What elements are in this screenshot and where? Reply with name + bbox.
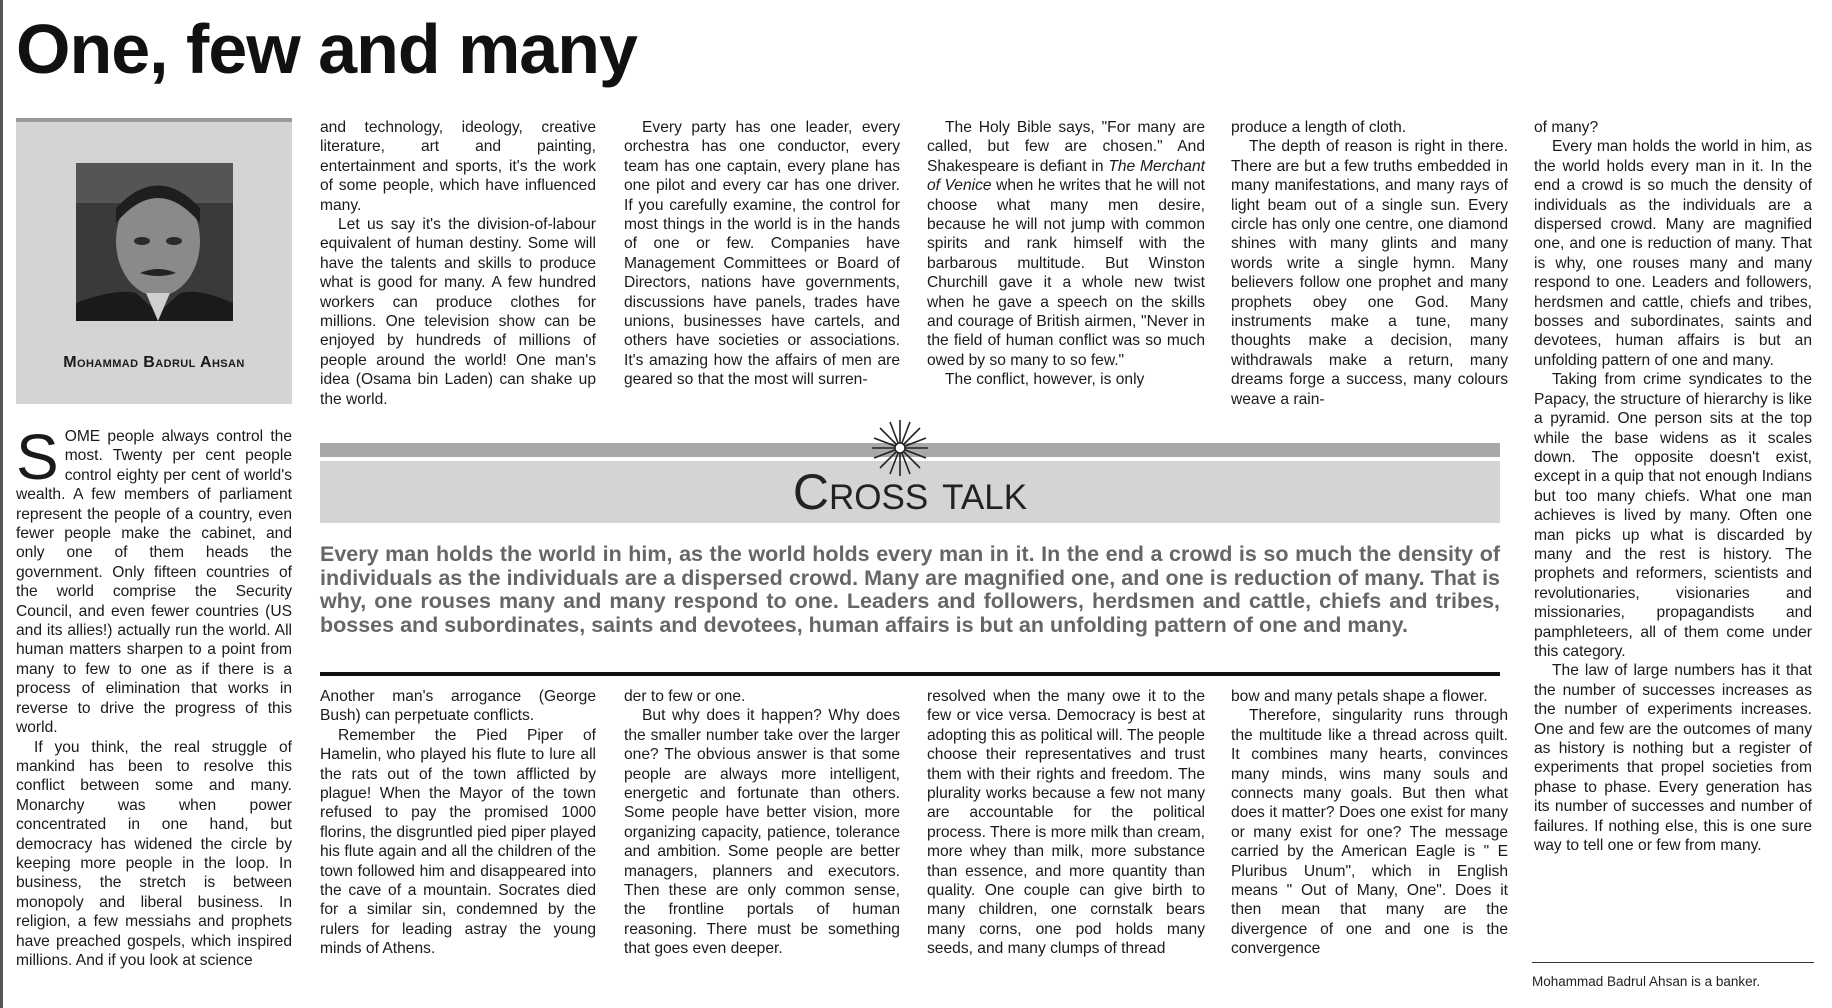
col2-top-para-2: Let us say it's the division-of-labour equivalent of human destiny. Some will have the talents and skills to produce what is good for many. A few hundred workers can produce clothes for millions. One television show can be enjoyed by hundreds of millions of people around the world! One man's idea (Osama bin Laden) can shake up the world. [320,216,596,408]
col4-top-para-1 [927,118,1205,370]
column-1 [16,421,292,970]
headline: One, few and many [16,10,637,88]
author-portrait-image [76,163,233,321]
col6-para-1: of many? [1534,119,1599,136]
drop-cap: S [16,421,59,493]
column-3-top [624,118,900,390]
col1-para-2: If you think, the real struggle of mankind has been to resolve this conflict between some and many. Monarchy was when power concentrated in one hand, but democracy has widened the circle by keeping more people in the loop. In business, the stretch is between monopoly and liberal business. In religion, a few messiahs and prophets have preached gospels, which inspired millions. And if you look at science [16,738,292,969]
col6-para-2: Every man holds the world in him, as the world holds every man in it. In the end a crowd is so much the density of individuals as the individuals are a dispersed crowd. Many are magnified one, and one is reduction of many. That is why, one rouses many and many respond to one. Leaders and followers, herdsmen and cattle, chiefs and tribes, bosses and subordinates, saints and devotees, human affairs is but an unfolding pattern of one and many. [1534,138,1812,369]
play-title: The Merchant of Venice [927,157,1205,195]
col1-para-1-text: OME people always control the most. Twenty per cent people control eighty per cent of world's wealth. A few members of parliament represent the people of a country, even fewer people make the cabinet, and only one of them heads the government. Only fifteen countries of the world comprise the Security Council, and even fewer countries (US and its allies!) actually run the world. All human matters sharpen to a point from many to few to one as if there is a process of elimination that works in reverse to drive the progress of this world. [16,428,292,737]
col6-para-3: Taking from crime syndicates to the Papacy, the structure of hierarchy is like a pyramid. One person sits at the top while the base widens as it scales down. The opposite doesn't exist, except in a quip that not enough Indians but too many chiefs. What one man achieves is lived by many. Often one man picks up what is discarded by many and the rest is history. The prophets and reformers, scientists and revolutionaries, visionaries and missionaries, propagandists and pamphleteers, all of them come under this category. [1534,371,1812,660]
col4-bottom-para-1: resolved when the many owe it to the few or vice versa. Democracy is best at adopting this as political will. The people choose their representatives and trust them with their rights and freedom. The plurality works because a few not many are accountable for the political process. There is more milk than cream, more whey than milk, more substance than essence, and more quantity than quality. One couple can give birth to many children, one cornstalk bears many corns, one pod holds many seeds, and many clumps of thread [927,688,1205,958]
col5-bottom-para-2: Therefore, singularity runs through the multitude like a thread across quilt. It combines many hearts, convinces many minds, wins many souls and connects many goals. But then what does it matter? Does one exist for many or many exist for one? The message carried by the American Eagle is " E Pluribus Unum", which in English means " Out of Many, One". Does it then mean that many are the divergence of one and one is the convergence [1231,707,1508,958]
col5-top-para-2: The depth of reason is right in there. There are but a few truths embedded in many manifestations, and many rays of light beam out of a single sun. Every circle has only one centre, one diamond shines with many glints and many words write a single hymn. Many believers follow one prophet and many prophets obey one God. Many instruments make a tune, many thoughts make a decision, many withdrawals make a return, many dreams forge a success, many colours weave a rain- [1231,138,1508,408]
column-5-bottom [1231,687,1508,959]
starburst-icon [870,418,930,478]
left-margin-rule [0,0,3,1008]
col3-top-para-1: Every party has one leader, every orchestra has one conductor, every team has one captain, every plane has one pilot and every car has one driver. If you carefully examine, the control for most things in the world is in the hands of one or few. Companies have Management Committees or Board of Directors, nations have governments, discussions have panels, trades have unions, businesses have cartels, and others have societies or associations. It's amazing how the affairs of men are geared so that the most will surren- [624,119,900,389]
column-4-bottom [927,687,1205,959]
col5-top-para-1: produce a length of cloth. [1231,119,1407,136]
column-2-bottom [320,687,596,959]
column-4-top [927,118,1205,390]
crosstalk-title: Cross talk [792,464,1028,520]
section-rule [320,672,1500,676]
col4-top-text-b: when he writes that he will not choose what many men desire, because he will not jump with common spirits and rank himself with the barbarous multitude. But Winston Churchill gave it a whole new twist when he gave a speech on the skills and courage of British airmen, "Never in the field of human conflict was so much owed by so many to so few." [927,177,1205,369]
col5-bottom-para-1: bow and many petals shape a flower. [1231,688,1488,705]
col4-top-text-a: The Holy Bible says, "For many are called, but few are chosen." And Shakespeare is defiant in [927,119,1205,175]
author-byline: Mohammad Badrul Ahsan [63,354,245,371]
col3-bottom-para-1: der to few or one. [624,688,746,705]
author-photo [76,163,233,321]
col6-para-4: The law of large numbers has it that the number of successes increases as the number of experiments increases. One and few are the outcomes of many as history is nothing but a register of experiments that propel societies from phase to phase. Every generation has its number of successes and number of failures. If nothing else, this is one sure way to tell one or few from many. [1534,662,1812,855]
col2-top-para-1: and technology, ideology, creative literature, art and painting, entertainment and sports, it's the work of some people, which have influenced many. [320,119,596,214]
col3-bottom-para-2: But why does it happen? Why does the smaller number take over the larger one? The obvious answer is that some people are always more intelligent, energetic and fortunate than others. Some people have better vision, more organizing capacity, patience, tolerance and ambition. Some people are better managers, planners and executors. Then these are only common sense, the frontline portals of human reasoning. There must be something that goes even deeper. [624,707,900,958]
pull-quote: Every man holds the world in him, as the world holds every man in it. In the end a crowd is so much the density of individuals as the individuals are a dispersed crowd. Many are magnified one, and one is reduction of many. That is why, one rouses many and many respond to one. Leaders and followers, herdsmen and cattle, chiefs and tribes, bosses and subordinates, saints and devotees, human affairs is but an unfolding pattern of one and many. [320,542,1500,637]
col4-top-para-2: The conflict, however, is only [945,371,1145,389]
bio-rule [1532,962,1814,963]
column-6 [1534,118,1812,855]
col2-bottom-para-1: Another man's arrogance (George Bush) can perpetuate conflicts. [320,688,596,725]
col1-para-1 [16,421,292,738]
column-3-bottom [624,687,900,959]
column-5-top [1231,118,1508,409]
col2-bottom-para-2: Remember the Pied Piper of Hamelin, who played his flute to lure all the rats out of the town afflicted by plague! When the Mayor of the town refused to pay the promised 1000 florins, the disgruntled pied piper played his flute again and all the children of the town followed him and disappeared into the cave of a mountain. Socrates died for a similar sin, condemned by the rulers for leading astray the young minds of Athens. [320,726,596,958]
column-2-top [320,118,596,409]
author-bio: Mohammad Badrul Ahsan is a banker. [1532,974,1761,989]
